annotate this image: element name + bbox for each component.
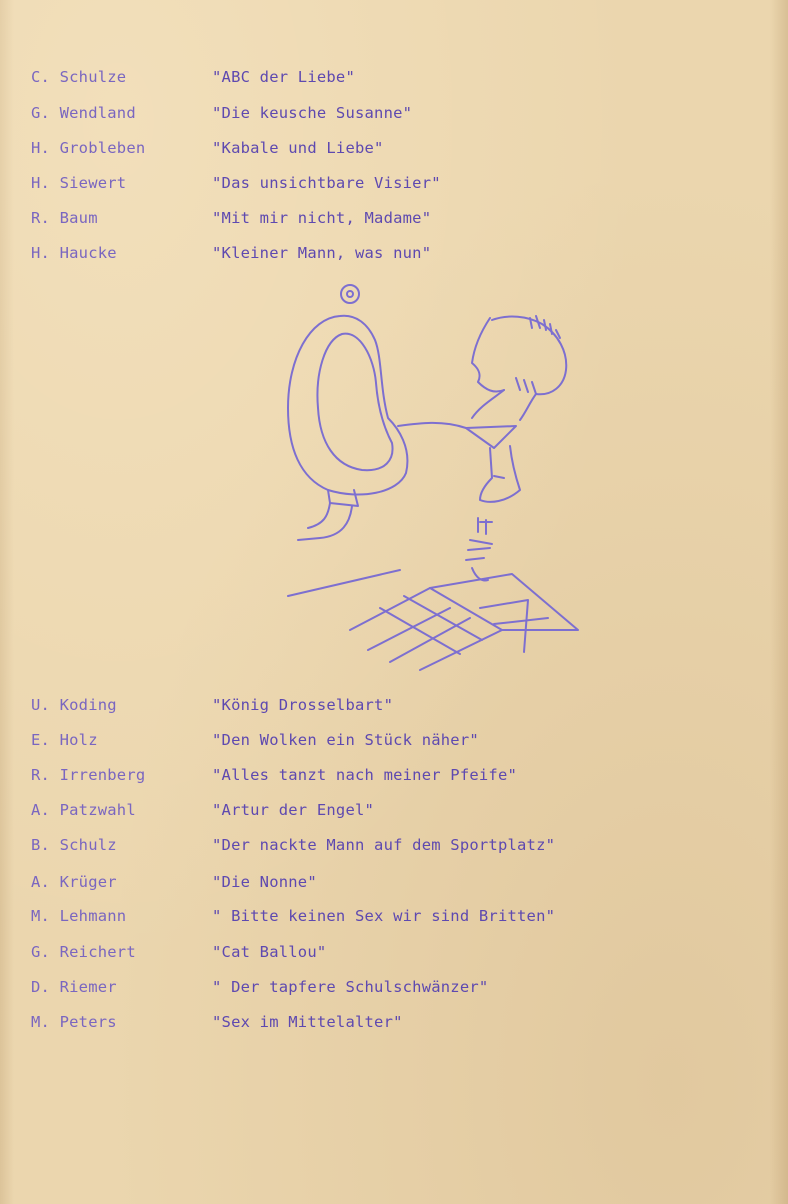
urinal-cartoon-illustration — [280, 278, 590, 673]
assigned-title: "Artur der Engel" — [212, 801, 375, 819]
list-item — [0, 728, 788, 752]
list-item — [0, 833, 788, 857]
list-item — [0, 206, 788, 230]
person-name: C. Schulze — [31, 68, 127, 86]
list-item — [0, 241, 788, 265]
assigned-title: "ABC der Liebe" — [212, 68, 355, 86]
assigned-title: "Mit mir nicht, Madame" — [212, 209, 432, 227]
list-item — [0, 1010, 788, 1034]
assigned-title: " Der tapfere Schulschwänzer" — [212, 978, 489, 996]
list-item — [0, 904, 788, 928]
person-name: B. Schulz — [31, 836, 117, 854]
person-name: D. Riemer — [31, 978, 117, 996]
list-item — [0, 65, 788, 89]
list-item — [0, 136, 788, 160]
assigned-title: "Cat Ballou" — [212, 943, 327, 961]
person-name: M. Peters — [31, 1013, 117, 1031]
list-item — [0, 171, 788, 195]
assigned-title: "Kabale und Liebe" — [212, 139, 384, 157]
person-name: R. Irrenberg — [31, 766, 146, 784]
assigned-title: "Alles tanzt nach meiner Pfeife" — [212, 766, 518, 784]
person-name: G. Reichert — [31, 943, 136, 961]
list-item — [0, 693, 788, 717]
list-item — [0, 975, 788, 999]
person-name: H. Haucke — [31, 244, 117, 262]
assigned-title: "König Drosselbart" — [212, 696, 394, 714]
assigned-title: "Der nackte Mann auf dem Sportplatz" — [212, 836, 556, 854]
person-name: H. Siewert — [31, 174, 127, 192]
list-item — [0, 940, 788, 964]
person-name: E. Holz — [31, 731, 98, 749]
person-name: R. Baum — [31, 209, 98, 227]
person-name: H. Grobleben — [31, 139, 146, 157]
person-name: A. Patzwahl — [31, 801, 136, 819]
list-item — [0, 763, 788, 787]
assigned-title: "Sex im Mittelalter" — [212, 1013, 403, 1031]
assigned-title: "Den Wolken ein Stück näher" — [212, 731, 479, 749]
list-item — [0, 798, 788, 822]
list-item — [0, 101, 788, 125]
assigned-title: " Bitte keinen Sex wir sind Britten" — [212, 907, 556, 925]
person-name: U. Koding — [31, 696, 117, 714]
assigned-title: "Kleiner Mann, was nun" — [212, 244, 432, 262]
list-item — [0, 870, 788, 894]
person-name: M. Lehmann — [31, 907, 127, 925]
assigned-title: "Das unsichtbare Visier" — [212, 174, 441, 192]
assigned-title: "Die Nonne" — [212, 873, 317, 891]
person-name: A. Krüger — [31, 873, 117, 891]
assigned-title: "Die keusche Susanne" — [212, 104, 413, 122]
person-name: G. Wendland — [31, 104, 136, 122]
